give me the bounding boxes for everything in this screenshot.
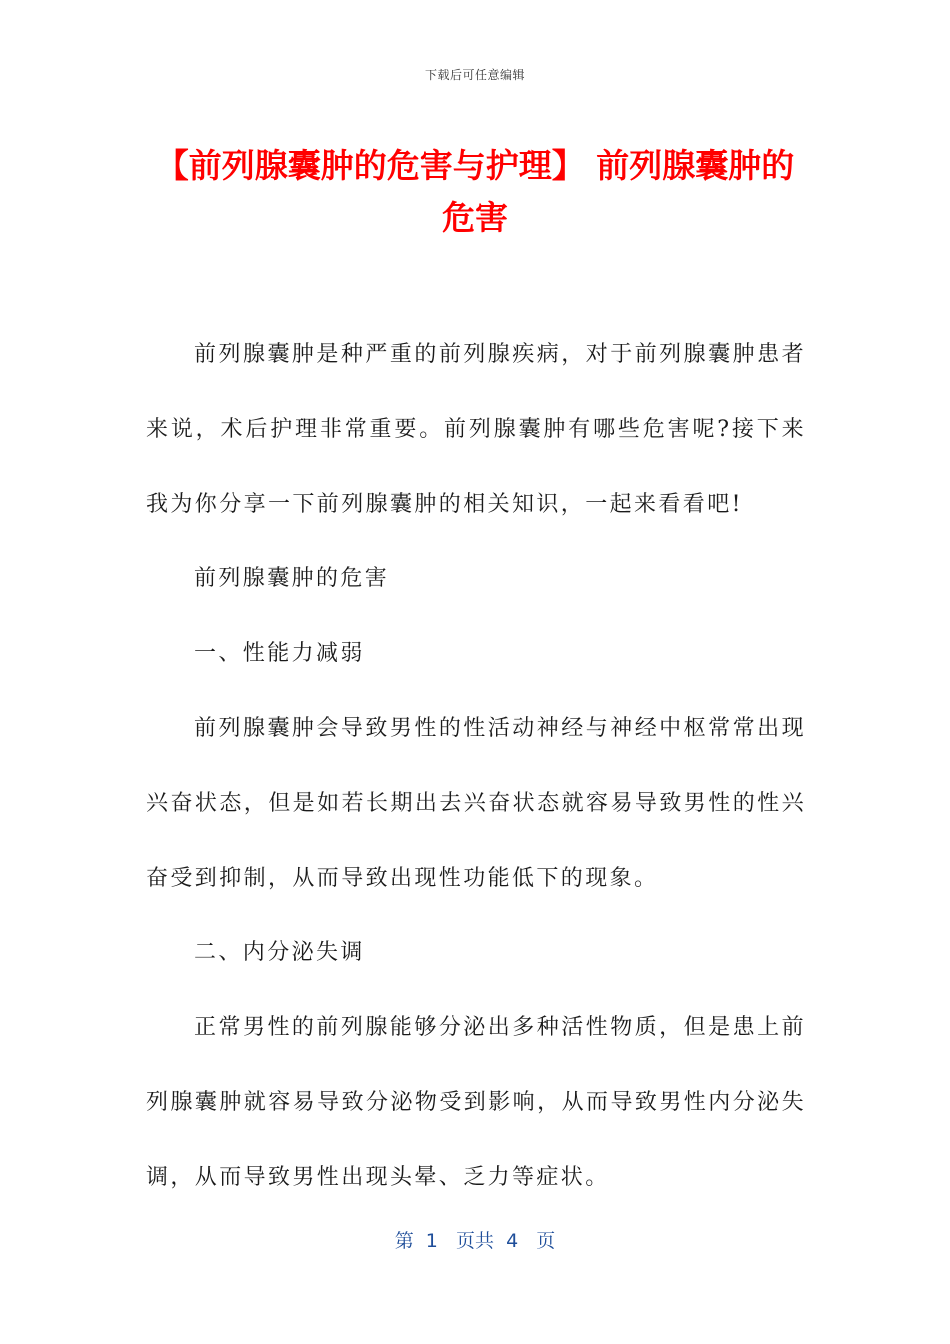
document-title: 【前列腺囊肿的危害与护理】 前列腺囊肿的危害 — [155, 146, 795, 237]
page-number-footer: 第 1 页共 4 页 — [394, 1230, 556, 1252]
paragraph-2: 正常男性的前列腺能够分泌出多种活性物质，但是患上前列腺囊肿就容易导致分泌物受到影响，从而导致男性内分泌失调，从而导致男性出现头晕、乏力等症状。 — [146, 1015, 806, 1190]
document-body — [146, 318, 806, 1216]
section-heading: 前列腺囊肿的危害 — [194, 566, 390, 592]
paragraph-1: 前列腺囊肿会导致男性的性活动神经与神经中枢常常出现兴奋状态，但是如若长期出去兴奋状态就容易导致男性的性兴奋受到抑制，从而导致出现性功能低下的现象。 — [146, 715, 806, 891]
subheading-2: 二、内分泌失调 — [194, 940, 365, 966]
paragraph-intro: 前列腺囊肿是种严重的前列腺疾病，对于前列腺囊肿患者来说，术后护理非常重要。前列腺囊肿有哪些危害呢?接下来我为你分享一下前列腺囊肿的相关知识，一起来看看吧! — [146, 342, 806, 517]
subheading-1: 一、性能力减弱 — [194, 641, 365, 667]
header-note: 下载后可任意编辑 — [424, 68, 525, 82]
